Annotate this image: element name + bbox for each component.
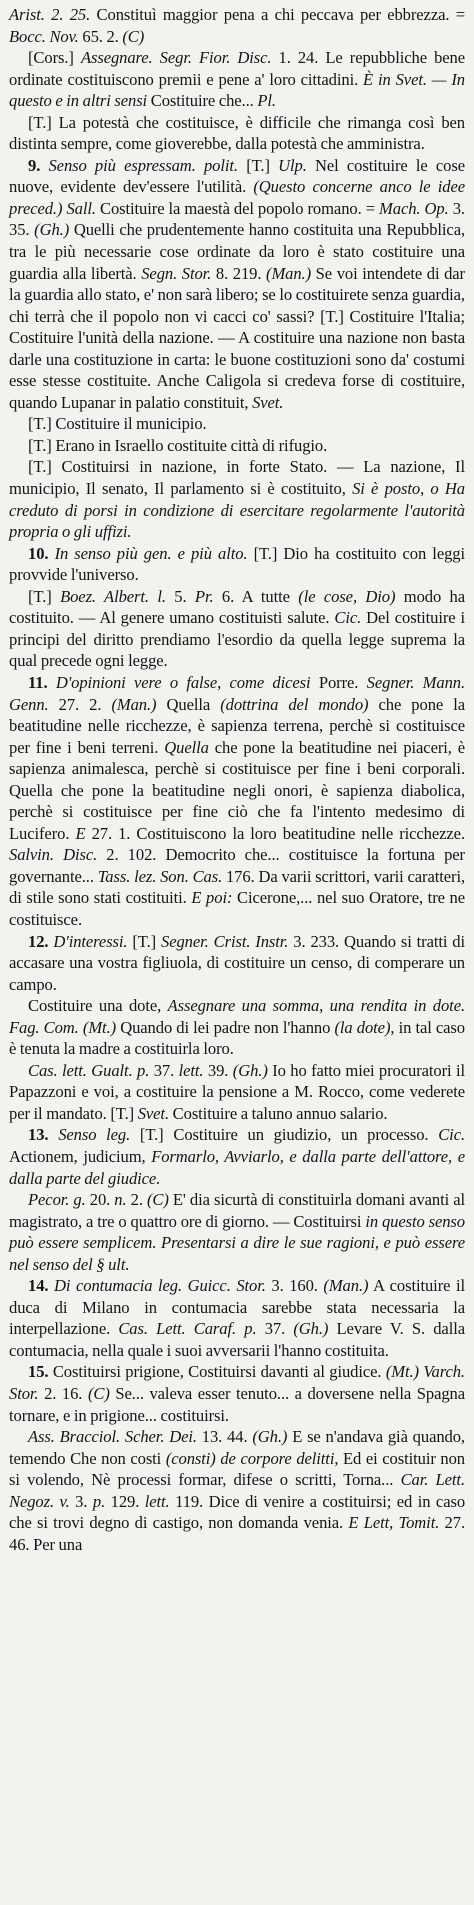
italic-run: Boez. Albert. l. xyxy=(60,586,166,606)
text-run: Nel costituire le cose nuove, evidente dev'essere l'utilità. xyxy=(9,155,465,197)
text-run: E' dia sicurtà di constituirla domani avanti al magistrato, a tre o quattro ore di giorno. — Costituirsi xyxy=(9,1190,465,1231)
italic-run: (C) xyxy=(122,26,145,46)
italic-run: Cic. xyxy=(334,608,362,628)
text-run: Quelli che prudentemente hanno costituita una Repubblica, tra le più necessarie cose ordinate da loro è stato costituire una guardia alla libertà. xyxy=(9,220,466,283)
text-run: [T.] xyxy=(28,586,61,606)
text-run: E se n'andava già quando, temendo Che non costi xyxy=(9,1427,465,1468)
text-run: 13. 44. xyxy=(196,1427,253,1447)
italic-run: (C) xyxy=(87,1384,110,1403)
entry-paragraph xyxy=(9,1189,465,1275)
italic-run: Pr. xyxy=(194,586,214,606)
sense-number: 15. xyxy=(28,1362,49,1382)
text-run: [T.] Costituire il municipio. xyxy=(28,414,207,434)
italic-run: (le cose, Dio) xyxy=(298,586,396,606)
entry-paragraph xyxy=(9,1124,465,1189)
italic-run: Segner. Crist. Instr. xyxy=(161,931,289,951)
italic-run: D'interessi. xyxy=(48,931,128,951)
text-run: Io ho fatto miei procuratori il Papazzoni e voi, a costituire la pensione a M. Rocco, come vederete per il mandato. [T.] xyxy=(9,1060,465,1123)
entry-paragraph xyxy=(9,413,465,435)
entry-paragraph xyxy=(9,995,465,1060)
text-run: 176. Da varii scrittori, varii caratteri, di stile sono stati costituiti. xyxy=(9,866,466,908)
entry-paragraph xyxy=(9,672,465,931)
text-run: 5. xyxy=(165,586,195,606)
italic-run: (Mt.) Varch. Stor. xyxy=(9,1362,465,1403)
text-run: 65. 2. xyxy=(78,26,123,46)
italic-run: (Mt.) xyxy=(82,1017,117,1037)
sense-number: 9. xyxy=(28,155,41,175)
italic-run: Di contumacia leg. Guicc. Stor. xyxy=(48,1276,266,1296)
italic-run: Senso più espressam. polit. xyxy=(40,155,238,175)
text-run: 6. A tutte xyxy=(213,586,299,606)
entry-paragraph xyxy=(9,1060,465,1125)
italic-run: Bocc. Nov. xyxy=(9,26,79,46)
italic-run: lett. xyxy=(178,1060,204,1080)
italic-run: (Gh.) xyxy=(252,1427,288,1447)
text-run: Del costituire i principi del diritto prendiamo l'esordio da quella legge suprema la qual precede ogni legge. xyxy=(9,608,465,671)
text-run: 3. 35. xyxy=(9,198,465,240)
italic-run: Svet. xyxy=(137,1103,169,1123)
italic-run: Cic. xyxy=(438,1125,466,1145)
italic-run: Assegnare. Segr. Fior. Disc. xyxy=(80,48,272,68)
italic-run: Car. Lett. Negoz. v. xyxy=(9,1470,465,1511)
entry-paragraph xyxy=(9,1426,465,1555)
italic-run: Senso leg. xyxy=(48,1125,131,1145)
italic-run: (Man.) xyxy=(266,263,312,283)
italic-run: lett. xyxy=(144,1491,170,1511)
text-run: , in tal caso è tenuta la madre a costituirla loro. xyxy=(9,1017,465,1059)
italic-run: Pecor. g. xyxy=(28,1190,86,1210)
text-run: [T.] Erano in Israello costituite città di rifugio. xyxy=(28,435,328,455)
entry-paragraph xyxy=(9,586,465,672)
text-run: 37. xyxy=(149,1060,179,1080)
text-run: Costituire una dote, xyxy=(28,996,168,1016)
italic-run: (Questo concerne anco le idee preced.) Sall. xyxy=(9,177,465,218)
italic-run: p. xyxy=(92,1491,106,1511)
italic-run: (Gh.) xyxy=(232,1060,268,1080)
italic-run: In senso più gen. e più alto. xyxy=(48,543,248,563)
italic-run: in questo senso può essere semplicem. Presentarsi a dire le sue ragioni, e può essere nel senso del § ult. xyxy=(9,1211,465,1274)
italic-run: (Man.) xyxy=(323,1276,369,1296)
text-run: [T.] xyxy=(127,931,162,951)
entry-paragraph xyxy=(9,543,465,586)
text-run: Constituì maggior pena a chi peccava per ebbrezza. = xyxy=(90,5,465,24)
text-run: Quella xyxy=(156,694,221,714)
italic-run: Mach. Op. xyxy=(379,198,449,218)
entry-paragraph xyxy=(9,1275,465,1361)
entry-paragraph xyxy=(9,4,465,47)
text-run: 3. 233. Quando si tratti di accasare una vostra figliuola, di costituire un censo, di comperare un campo. xyxy=(9,931,465,994)
sense-number: 11. xyxy=(28,672,48,692)
text-run: 119. Dice di venire a costituirsi; ed in caso che si trovi degno di castigo, non domanda venia. xyxy=(9,1491,466,1533)
text-run: 8. 219. xyxy=(211,263,267,283)
text-run: 27. 2. xyxy=(48,694,112,714)
italic-run: Tass. lez. Son. Cas. xyxy=(97,866,223,886)
italic-run: (la dote) xyxy=(334,1017,391,1037)
italic-run: Quella xyxy=(164,737,209,757)
entry-paragraph xyxy=(9,155,465,414)
italic-run: E xyxy=(75,823,86,843)
entry-paragraph xyxy=(9,456,465,542)
italic-run: Assegnare una somma, una rendita in dote. Fag. Com. xyxy=(9,996,466,1037)
italic-run: (dottrina del mondo) xyxy=(220,694,369,714)
text-run: 27. 46. Per una xyxy=(9,1513,465,1554)
entry-paragraph xyxy=(9,1361,465,1426)
sense-number: 12. xyxy=(28,931,49,951)
italic-run: Formarlo, Avviarlo, e dalla parte dell'attore, e dalla parte del giudice. xyxy=(9,1146,465,1188)
text-run: 3. xyxy=(69,1491,93,1511)
italic-run: D'opinioni vere o false, come dicesi xyxy=(47,672,311,692)
italic-run: (Gh.) xyxy=(34,220,70,240)
italic-run: (C) xyxy=(146,1190,169,1210)
italic-run: Pl. xyxy=(257,91,276,111)
text-run: 3. 160. xyxy=(265,1276,324,1296)
text-run: modo ha costituito. — Al genere umano costituisti salute. xyxy=(9,586,465,628)
text-run: 39. xyxy=(203,1060,233,1080)
italic-run: (Gh.) xyxy=(293,1319,329,1339)
text-run: Se... valeva esser tenuto... a doversene nella Spagna tornare, e in prigione... costituirsi. xyxy=(9,1384,466,1425)
italic-run: Ulp. xyxy=(278,155,307,175)
text-run: 20. xyxy=(85,1190,115,1210)
text-run: 129. xyxy=(105,1491,145,1511)
sense-number: 13. xyxy=(28,1125,49,1145)
entry-paragraph xyxy=(9,112,465,155)
text-run: Costituirsi prigione, Costituirsi davanti al giudice. xyxy=(48,1362,386,1382)
text-run: Costituire la maestà del popolo romano. = xyxy=(95,198,380,218)
text-run: Costituire che... xyxy=(147,91,258,111)
text-run: 27. 1. Costituiscono la loro beatitudine nelle ricchezze. xyxy=(85,823,465,843)
text-run: 2. 102. Democrito che... costituisce la fortuna per governante... xyxy=(9,845,465,886)
italic-run: Cas. Lett. Caraf. p. xyxy=(118,1319,257,1339)
text-run: 2. xyxy=(126,1190,147,1210)
text-run: Actionem, judicium, xyxy=(9,1146,152,1166)
italic-run: Segner. Mann. Genn. xyxy=(9,672,466,714)
text-run: , Ed ei costituir non si volendo, Nè processi formar, difese o scritti, Torna... xyxy=(9,1448,465,1490)
italic-run: È in Svet. — In questo e in altri sensi xyxy=(9,69,465,111)
italic-run: Salvin. Disc. xyxy=(9,845,98,865)
italic-run: (consti) de corpore delitti xyxy=(165,1448,335,1468)
entry-paragraph xyxy=(9,435,465,457)
text-run: [T.] xyxy=(237,155,279,175)
italic-run: Segn. Stor. xyxy=(141,263,212,283)
text-run: 1. 24. Le repubbliche bene ordinate costituiscono premii e pene a' loro cittadini. xyxy=(9,48,465,89)
sense-number: 10. xyxy=(28,543,49,563)
text-run: 37. xyxy=(256,1319,294,1339)
text-run: Porre. xyxy=(310,672,367,692)
text-run: Cicerone,... nel suo Oratore, tre ne costituisce. xyxy=(9,888,465,929)
entry-paragraph xyxy=(9,47,465,112)
text-run: che pone la beatitudine nelle ricchezze, è sapienza terrena, perchè si costituisce per fine i beni terreni. xyxy=(9,694,465,757)
text-run: [T.] La potestà che costituisce, è difficile che rimanga così ben distinta sempre, come gioverebbe, dalla potestà che amministra. xyxy=(9,112,465,154)
text-run: che pone la beatitudine nei piaceri, è sapienza animalesca, perchè si costituisce per fine i beni corporali. Quella che pone la beatitudine negli onori, è sapienza diabolica, perchè si costituisce per fine ciò che fa l'intento medesimo di Lucifero. xyxy=(9,737,466,843)
italic-run: Svet. xyxy=(252,392,284,412)
italic-run: Ass. Bracciol. Scher. Dei. xyxy=(28,1427,197,1447)
text-run: [T.] Dio ha costituito con leggi provvide l'universo. xyxy=(9,543,465,585)
text-run: Se voi intendete di dar la guardia allo stato, e' non sarà libero; se lo costituirete senza guardia, chi terrà che il popolo non vi cacci co' sassi? [T.] Costituire l'Italia; Costituire l'unità della nazione. — A costituire una nazione non basta darle una costituzione in carta: le buone costituzioni sono da' costumi esse stesse costituite. Anche Caligola si credeva forse di costituire, quando Lupanar in palatio constituit, xyxy=(9,263,465,412)
italic-run: Si è posto, o Ha creduto di porsi in condizione di esercitare regolarmente l'autorità propria o gli uffizi. xyxy=(9,479,465,542)
text-run: Levare V. S. dalla contumacia, nella quale i suoi avversarii l'hanno costituita. xyxy=(9,1319,465,1360)
italic-run: E poi: xyxy=(191,888,233,908)
text-run: Quando di lei padre non l'hanno xyxy=(116,1017,335,1037)
italic-run: n. xyxy=(114,1190,127,1210)
italic-run: E Lett, Tomit. xyxy=(348,1513,440,1533)
text-run: Costituire a taluno annuo salario. xyxy=(169,1103,388,1123)
sense-number: 14. xyxy=(28,1276,49,1296)
text-run: [T.] Costituire un giudizio, un processo. xyxy=(130,1125,439,1145)
entry-paragraph xyxy=(9,931,465,996)
text-run: A costituire il duca di Milano in contumacia sarebbe stata necessaria la interpellazione. xyxy=(9,1276,465,1339)
text-run: 2. 16. xyxy=(38,1384,88,1403)
italic-run: Cas. lett. Gualt. p. xyxy=(28,1060,150,1080)
text-run: [Cors.] xyxy=(28,48,81,68)
italic-run: (Man.) xyxy=(111,694,157,714)
italic-run: Arist. 2. 25. xyxy=(9,5,91,24)
text-run: [T.] Costituirsi in nazione, in forte Stato. — La nazione, Il municipio, Il senato, Il parlamento si è costituito, xyxy=(9,457,465,499)
